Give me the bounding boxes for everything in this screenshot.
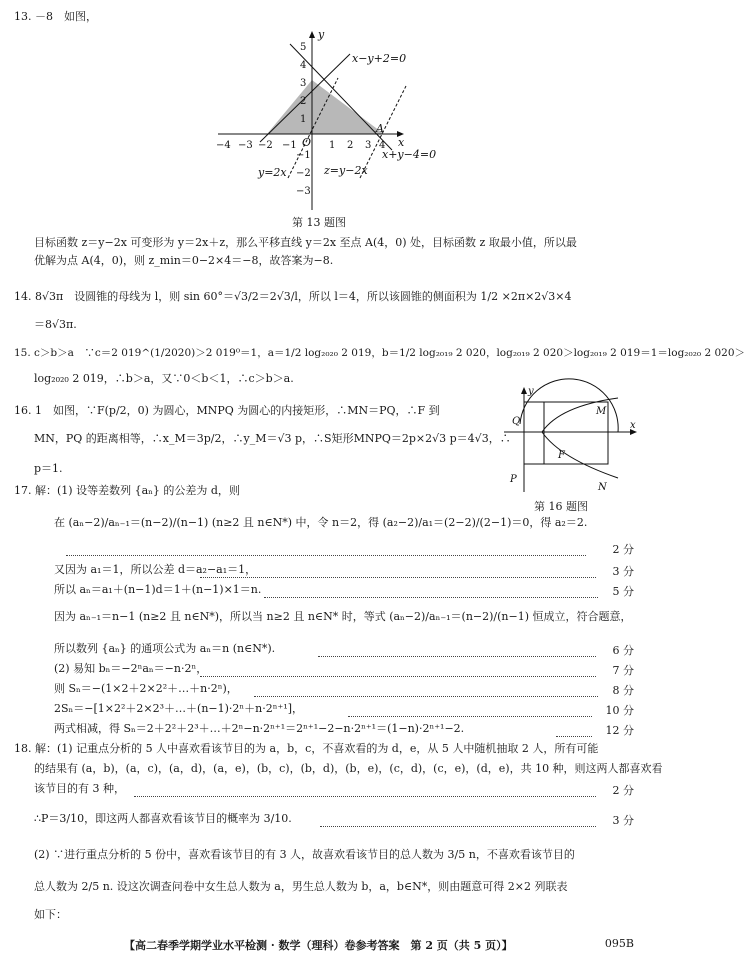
q17-line: 2Sₙ＝−[1×2²＋2×2³＋…＋(n−1)·2ⁿ＋n·2ⁿ⁺¹]， — [54, 702, 304, 715]
score: 12 分 — [605, 724, 634, 737]
leader-dots — [556, 722, 592, 737]
q13-fig-caption: 第 13 题图 — [292, 216, 346, 229]
q17-line: 两式相减，得 Sₙ＝2＋2²＋2³＋…＋2ⁿ−n·2ⁿ⁺¹＝2ⁿ⁺¹−2−n·2ⁿ⁺¹＝(1−n)·2ⁿ⁺¹−2. — [54, 722, 465, 735]
q17-line: 又因为 a₁＝1，所以公差 d＝a₂−a₁＝1， — [54, 563, 260, 577]
y-tick: −2 — [296, 168, 311, 179]
point-a-label: A — [376, 122, 384, 135]
line3-label: y=2x — [258, 166, 287, 179]
y-label: y — [528, 386, 534, 397]
score: 3 分 — [612, 565, 634, 578]
q15-line1: 15. c＞b＞a ∵c＝2 019^(1/2020)＞2 019⁰＝1，a＝1/2 log₂₀₂₀ 2 019，b＝1/2 log₂₀₁₉ 2 020，log₂₀₁₉ 2 020＞log₂₀₁₉ 2 019＝1＝log₂₀₂₀ 2 020＞ — [14, 347, 745, 359]
q13-figure — [214, 28, 444, 213]
score: 2 分 — [612, 784, 634, 797]
x-tick: −1 — [282, 140, 297, 151]
x-label: x — [630, 420, 636, 431]
x-axis-label: x — [398, 136, 405, 149]
f-label: F — [558, 450, 565, 461]
q18-line: 的结果有 (a，b)，(a，c)，(a，d)，(a，e)，(b，c)，(b，d)，(b，e)，(c，d)，(c，e)，(d，e)，共 10 种，则这两人都喜欢看 — [34, 762, 663, 775]
footer-code: 095B — [604, 937, 634, 950]
q18-line: 该节目的有 3 种， — [34, 782, 125, 795]
parabola — [542, 398, 618, 478]
q17-line: 所以数列 {aₙ} 的通项公式为 aₙ＝n (n∈N*). — [54, 642, 276, 655]
footer-title: 【高二春季学期学业水平检测 · 数学（理科）卷参考答案 第 2 页（共 5 页）】 — [124, 939, 513, 952]
q17-line: 所以 aₙ＝a₁＋(n−1)d＝1＋(n−1)×1＝n. — [54, 583, 262, 596]
q14-line1: 14. 8√3π 设圆锥的母线为 l，则 sin 60°＝√3/2＝2√3/l，所以 l＝4，所以该圆锥的侧面积为 1/2 ×2π×2√3×4 — [14, 290, 572, 303]
q16-line3: p＝1. — [34, 462, 63, 475]
score: 6 分 — [612, 644, 634, 657]
q13-line1: 目标函数 z＝y−2x 可变形为 y＝2x＋z，那么平移直线 y＝2x 至点 A(4，0) 处，目标函数 z 取最小值，所以最 — [34, 236, 577, 249]
q14-line2: ＝8√3π. — [34, 318, 77, 331]
leader-dots — [200, 662, 596, 677]
line4-label: z=y−2x — [324, 164, 368, 177]
q13-line2: 优解为点 A(4，0)，则 z_min＝0−2×4＝−8，故答案为−8. — [34, 254, 334, 267]
x-tick: 1 — [329, 140, 336, 151]
score: 8 分 — [612, 684, 634, 697]
x-tick: −3 — [238, 140, 253, 151]
y-tick: −3 — [296, 186, 311, 197]
leader-dots — [66, 541, 586, 556]
q18-line: 如下： — [34, 908, 67, 921]
q18-line: (2) ∵进行重点分析的 5 份中，喜欢看该节目的有 3 人，故喜欢看该节目的总人数为 3/5 n，不喜欢看该节目的 — [34, 848, 575, 861]
q16-line1: 16. 1 如图，∵F(p/2，0) 为圆心，MNPQ 为圆心的内接矩形，∴MN＝PQ，∴F 到 — [14, 404, 440, 417]
y-tick: 1 — [300, 114, 307, 125]
q17-line: (2) 易知 bₙ＝−2ⁿaₙ＝−n·2ⁿ， — [54, 662, 208, 675]
leader-dots — [264, 583, 598, 598]
leader-dots — [318, 642, 596, 657]
p-label: P — [510, 474, 517, 485]
line2-label: x+y−4=0 — [382, 148, 437, 161]
q16-line2: MN，PQ 的距离相等，∴x_M＝3p/2，∴y_M＝√3 p，∴S矩形MNPQ＝2p×2√3 p＝4√3，∴ — [34, 432, 511, 445]
q17-line: 因为 aₙ₋₁＝n−1 (n≥2 且 n∈N*)，所以当 n≥2 且 n∈N* 时，等式 (aₙ−2)/aₙ₋₁＝(n−2)/(n−1) 恒成立，符合题意， — [54, 610, 632, 623]
leader-dots — [320, 812, 596, 827]
score: 5 分 — [612, 585, 634, 598]
y-axis-arrow — [521, 387, 527, 394]
x-tick: 4 — [379, 140, 386, 151]
x-tick: 2 — [347, 140, 354, 151]
origin-label: O — [302, 136, 312, 149]
n-label: N — [598, 482, 607, 493]
y-axis-arrow — [309, 31, 315, 38]
y-tick: 5 — [300, 42, 307, 53]
feasible-region — [267, 80, 384, 134]
score: 10 分 — [605, 704, 634, 717]
q16-fig-caption: 第 16 题图 — [534, 500, 588, 513]
q17-line: 在 (aₙ−2)/aₙ₋₁＝(n−2)/(n−1) (n≥2 且 n∈N*) 中，令 n＝2，得 (a₂−2)/a₁＝(2−2)/(2−1)＝0，得 a₂＝2. — [54, 516, 588, 529]
y-tick: 2 — [300, 96, 307, 107]
q16-figure — [500, 384, 640, 496]
q18-line: 18. 解：(1) 记重点分析的 5 人中喜欢看该节目的为 a，b，c，不喜欢看的为 d，e，从 5 人中随机抽取 2 人，所有可能 — [14, 742, 599, 755]
q18-line: 总人数为 2/5 n. 设这次调查问卷中女生总人数为 a，男生总人数为 b，a，b∈N*，则由题意可得 2×2 列联表 — [34, 880, 568, 893]
q17-line: 则 Sₙ＝−(1×2＋2×2²＋…＋n·2ⁿ)， — [54, 682, 238, 695]
leader-dots — [348, 702, 592, 717]
x-tick: 3 — [365, 140, 372, 151]
leader-dots — [134, 782, 596, 797]
x-tick: −4 — [216, 140, 231, 151]
score: 2 分 — [612, 543, 634, 556]
score: 7 分 — [612, 664, 634, 677]
q15-line2: log₂₀₂₀ 2 019，∴b＞a，又∵0＜b＜1，∴c＞b＞a. — [34, 372, 294, 385]
q18-line: ∴P＝3/10，即这两人都喜欢看该节目的概率为 3/10. — [34, 812, 292, 825]
y-tick: −1 — [296, 150, 311, 161]
q17-header: 17. 解：(1) 设等差数列 {aₙ} 的公差为 d，则 — [14, 484, 240, 497]
q13-header: 13. －8 如图， — [14, 10, 97, 23]
q-label: Q — [512, 416, 521, 427]
y-axis-label: y — [318, 28, 325, 41]
score: 3 分 — [612, 814, 634, 827]
y-tick: 3 — [300, 78, 307, 89]
line1-label: x−y+2=0 — [352, 52, 407, 65]
m-label: M — [596, 406, 607, 417]
x-tick: −2 — [258, 140, 273, 151]
leader-dots — [254, 682, 598, 697]
y-tick: 4 — [300, 60, 307, 71]
